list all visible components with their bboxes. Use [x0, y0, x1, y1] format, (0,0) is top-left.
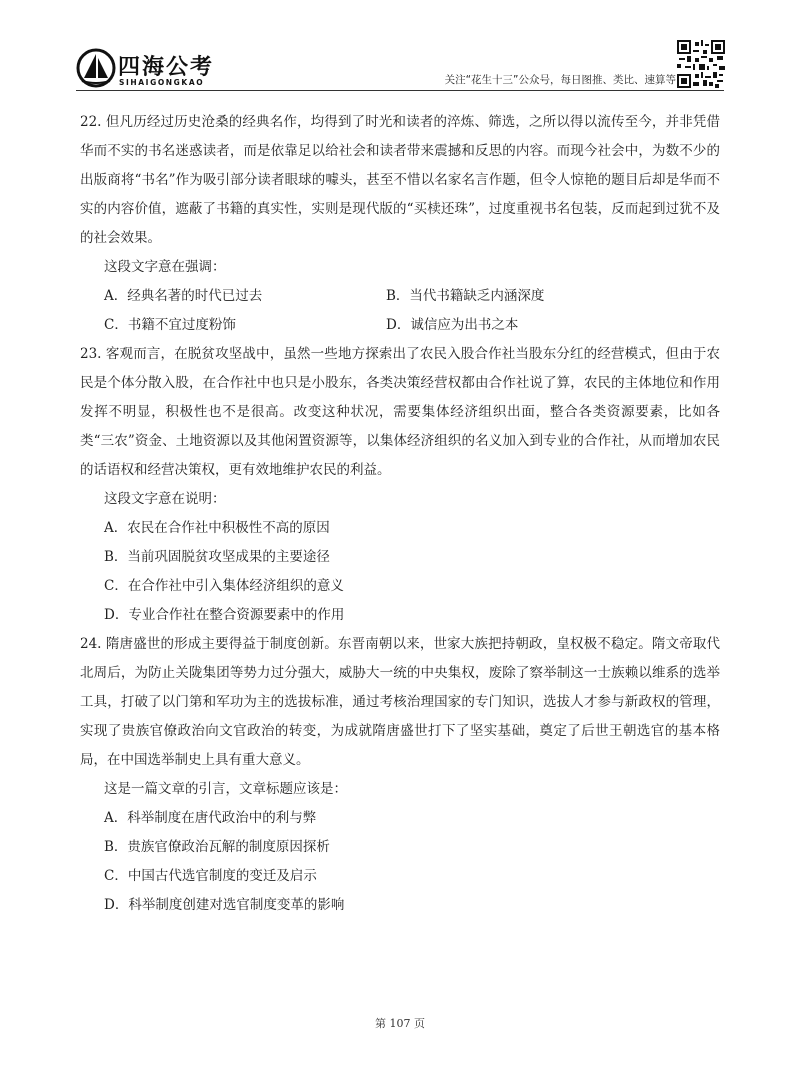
option-b: B．当代书籍缺乏内涵深度	[386, 288, 545, 304]
option-c: C．中国古代选官制度的变迁及启示	[104, 868, 317, 884]
option-row	[80, 282, 720, 311]
option-a: A．农民在合作社中积极性不高的原因	[104, 520, 330, 536]
option-a: A．经典名著的时代已过去	[104, 288, 263, 304]
option-c: C．书籍不宜过度粉饰	[104, 317, 236, 333]
sailboat-logo-icon	[76, 48, 116, 88]
question-stem: 24. 隋唐盛世的形成主要得益于制度创新。东晋南朝以来，世家大族把持朝政，皇权极不稳定。隋文帝取代北周后，为防止关陇集团等势力过分强大，威胁大一统的中央集权，废除了察举制这一士族赖以维系的选举工具，打破了以门第和军功为主的选拔标准，通过考核治理国家的专门知识，选拔人才参与新政权的管理，实现了贵族官僚政治向文官政治的转变，为成就隋唐盛世打下了坚实基础，奠定了后世王朝选官的基本格局，在中国选举制史上具有重大意义。	[80, 636, 720, 768]
option-d: D．科举制度创建对选官制度变革的影响	[104, 897, 345, 913]
question-23	[80, 340, 720, 630]
page-number: 第 107 页	[375, 1017, 425, 1030]
question-stem: 22. 但凡历经过历史沧桑的经典名作，均得到了时光和读者的淬炼、筛选，之所以得以流传至今，并非凭借华而不实的书名迷惑读者，而是依靠足以给社会和读者带来震撼和反思的内容。而现今社会中，为数不少的出版商将“书名”作为吸引部分读者眼球的噱头，甚至不惜以名家名言作题，但令人惊艳的题目后却是华而不实的内容价值，遮蔽了书籍的真实性，实则是现代版的“买椟还珠”，过度重视书名包装，反而起到过犹不及的社会效果。	[80, 114, 720, 246]
question-prompt: 这段文字意在说明：	[104, 491, 226, 507]
option-d: D．诚信应为出书之本	[386, 317, 519, 333]
qr-code-icon	[677, 40, 725, 88]
question-24	[80, 630, 720, 920]
question-stem: 23. 客观而言，在脱贫攻坚战中，虽然一些地方探索出了农民入股合作社当股东分红的经营模式，但由于农民是个体分散入股，在合作社中也只是小股东，各类决策经营权都由合作社说了算，农民的主体地位和作用发挥不明显，积极性也不是很高。改变这种状况，需要集体经济组织出面，整合各类资源要素，比如各类“三农”资金、土地资源以及其他闲置资源等，以集体经济组织的名义加入到专业的合作社，从而增加农民的话语权和经营决策权，更有效地维护农民的利益。	[80, 346, 720, 478]
page-header	[0, 0, 800, 100]
option-b: B．当前巩固脱贫攻坚成果的主要途径	[104, 549, 330, 565]
option-row	[80, 311, 720, 340]
question-content	[80, 108, 720, 920]
option-a: A．科举制度在唐代政治中的利与弊	[104, 810, 317, 826]
option-d: D．专业合作社在整合资源要素中的作用	[104, 607, 345, 623]
header-divider	[76, 90, 724, 91]
header-slogan: 关注“花生十三”公众号，每日图推、类比、速算等	[444, 74, 676, 86]
brand-name-pinyin: SIHAIGONGKAO	[119, 78, 205, 87]
brand-name: 四海公考	[118, 55, 215, 80]
brand-logo	[76, 48, 236, 92]
option-c: C．在合作社中引入集体经济组织的意义	[104, 578, 344, 594]
question-prompt: 这段文字意在强调：	[104, 259, 226, 275]
question-prompt: 这是一篇文章的引言，文章标题应该是：	[104, 781, 347, 797]
option-b: B．贵族官僚政治瓦解的制度原因探析	[104, 839, 330, 855]
question-22	[80, 108, 720, 340]
